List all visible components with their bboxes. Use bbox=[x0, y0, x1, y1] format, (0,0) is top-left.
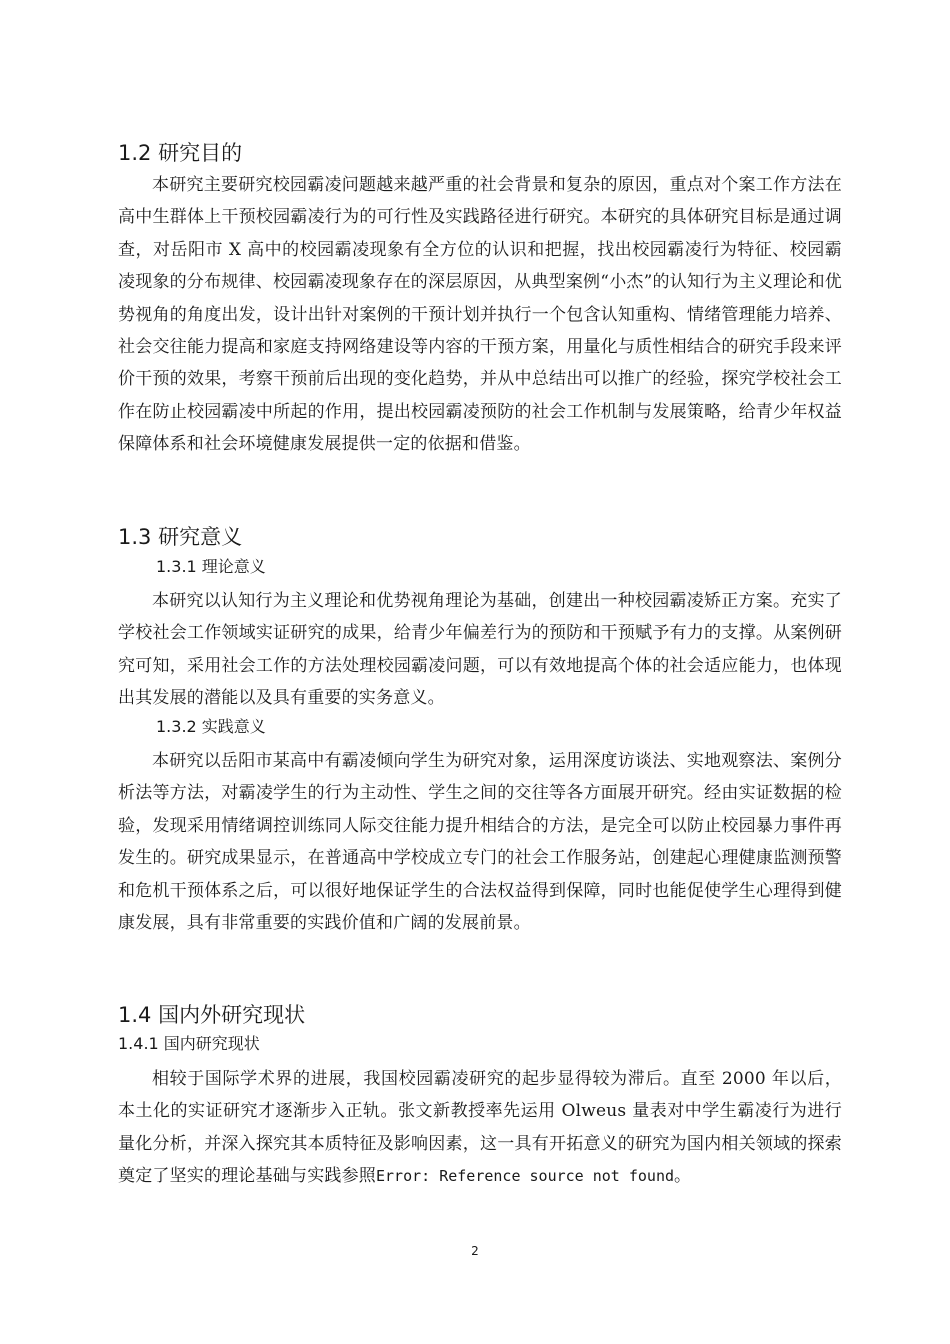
subsection-heading-1-3-1: 1.3.1 理论意义 bbox=[156, 557, 266, 576]
page-number: 2 bbox=[471, 1244, 479, 1258]
paragraph-domestic-research-text: 相较于国际学术界的进展，我国校园霸凌研究的起步显得较为滞后。直至 2000 年以后，本土化的实证研究才逐渐步入正轨。张文新教授率先运用 Olweus 量表对中学生霸凌行为进行量化分析，并深入探究其本质特征及影响因素，这一具有开拓意义的研究为国内相关领域的探索奠定了坚实的理论基础与实践参照 bbox=[118, 1069, 842, 1187]
reference-error-text: Error: Reference source not found bbox=[376, 1167, 675, 1186]
paragraph-end-mark: 。 bbox=[674, 1166, 692, 1187]
paragraph-domestic-research-status bbox=[118, 1063, 842, 1193]
section-heading-1-2: 1.2 研究目的 bbox=[118, 141, 243, 165]
paragraph-practical-significance: 本研究以岳阳市某高中有霸凌倾向学生为研究对象，运用深度访谈法、实地观察法、案例分析法等方法，对霸凌学生的行为主动性、学生之间的交往等各方面展开研究。经由实证数据的检验，发现采用情绪调控训练同人际交往能力提升相结合的方法，是完全可以防止校园暴力事件再发生的。研究成果显示，在普通高中学校成立专门的社会工作服务站，创建起心理健康监测预警和危机干预体系之后，可以很好地保证学生的合法权益得到保障，同时也能促使学生心理得到健康发展，具有非常重要的实践价值和广阔的发展前景。 bbox=[118, 751, 842, 934]
paragraph-research-purpose: 本研究主要研究校园霸凌问题越来越严重的社会背景和复杂的原因，重点对个案工作方法在高中生群体上干预校园霸凌行为的可行性及实践路径进行研究。本研究的具体研究目标是通过调查，对岳阳市 X 高中的校园霸凌现象有全方位的认识和把握，找出校园霸凌行为特征、校园霸凌现象的分布规律、校园霸凌现象存在的深层原因，从典型案例“小杰”的认知行为主义理论和优势视角的角度出发，设计出针对案例的干预计划并执行一个包含认知重构、情绪管理能力培养、社会交往能力提高和家庭支持网络建设等内容的干预方案，用量化与质性相结合的研究手段来评价干预的效果，考察干预前后出现的变化趋势，并从中总结出可以推广的经验，探究学校社会工作在防止校园霸凌中所起的作用，提出校园霸凌预防的社会工作机制与发展策略，给青少年权益保障体系和社会环境健康发展提供一定的依据和借鉴。 bbox=[118, 175, 842, 455]
section-heading-1-3: 1.3 研究意义 bbox=[118, 525, 243, 549]
paragraph-theoretical-significance: 本研究以认知行为主义理论和优势视角理论为基础，创建出一种校园霸凌矫正方案。充实了学校社会工作领域实证研究的成果，给青少年偏差行为的预防和干预赋予有力的支撑。从案例研究可知，采用社会工作的方法处理校园霸凌问题，可以有效地提高个体的社会适应能力，也体现出其发展的潜能以及具有重要的实务意义。 bbox=[118, 591, 842, 709]
subsection-heading-1-3-2: 1.3.2 实践意义 bbox=[156, 717, 266, 736]
subsection-heading-1-4-1: 1.4.1 国内研究现状 bbox=[118, 1034, 260, 1053]
section-heading-1-4: 1.4 国内外研究现状 bbox=[118, 1003, 306, 1027]
